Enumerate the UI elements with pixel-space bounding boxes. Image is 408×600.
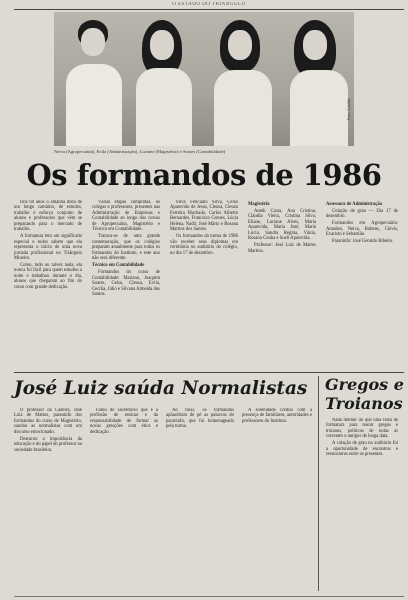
section-rule	[14, 372, 404, 373]
paragraph: A solenidade contou com a presença de familiares, autoridades e professores do Instituto.	[242, 408, 312, 424]
paragraph: Silva Feliciano Silva, Celso Aparecido de Jesus, Cleusa, Cleuza Ferreira Machado, Carlos Alberto Bernardes, Francisco Gomes, Lúcia Helena, Nadir, José Mário e Rosana Martins dos Santos.	[170, 200, 238, 233]
paragraph: Nada melhor do que uma festa de formatura para reunir gregos e troianos, políticos de todas as correntes e amigos de longa data.	[326, 418, 398, 440]
article1-column-2	[92, 200, 160, 368]
main-headline: Os formandos de 1986	[26, 158, 382, 192]
photo-person-4	[284, 18, 350, 146]
header-rule	[14, 9, 404, 10]
paragraph: Como, tudo ou talvez nada, ela nunca foi fácil para quem estudou a noite e trabalhou durante o dia, alunos que chegaram ao fim do curso com grande dedicação.	[14, 262, 82, 290]
graduates-photo	[54, 12, 354, 146]
photo-person-1	[64, 16, 124, 146]
bottom-rule	[14, 596, 404, 597]
paragraph: A colação de grau no auditório foi a oportunidade de encontros e reencontros entre os presentes.	[326, 441, 398, 458]
subheading: Magistério	[248, 202, 270, 207]
article3-column	[326, 418, 398, 594]
subheading: Assessora de Administração	[326, 202, 382, 207]
article2-column-4	[242, 408, 312, 594]
article2-column-2	[90, 408, 158, 594]
paragraph: Tratava-se de uma grande comemoração, que os colégios preparam anualmente para todos os formandos do Instituto, e este ano não será diferente.	[92, 234, 160, 262]
article2-column-1	[14, 408, 82, 594]
paragraph: Professor: José Luiz de Mattos Martins.	[248, 243, 316, 254]
paragraph: Destacou a importância da educação e do papel do professor na sociedade brasileira.	[14, 436, 82, 453]
paragraph: Várias etapas cumpridas, os colegas e professores, presentes nas Administração de Empresas e Contabilidade ao longo dos cursos de Agropecuária, Magistério e Técnico em Contabilidade.	[92, 200, 160, 233]
article1-column-3	[170, 200, 238, 368]
article2-column-3	[166, 408, 234, 594]
paragraph: Colação de grau — Dia 17 de dezembro.	[326, 208, 398, 220]
photo-caption: Neiva (Agropecuária), Evila (Administração), Luciane (Magistério) e Soares (Contabilidade)	[54, 149, 226, 154]
photo-person-3	[210, 16, 274, 146]
paragraph: Falou do sacerdócio que é a profissão de ensinar e da responsabilidade de formar as novas gerações com ética e dedicação.	[90, 408, 158, 435]
photo-person-2	[132, 20, 196, 146]
subheading: Técnico em Contabilidade	[92, 263, 145, 269]
paragraph: Dos 60 anos o amanhã dista de um longo caminho, de estudos, trabalho e esforço conjunto de alunos e professores que vêm se preparando para o mercado de trabalho.	[14, 200, 82, 233]
article1-column-4	[248, 200, 316, 368]
paragraph: Aneth Costa, Ana Cristina, Cláudia Vieira, Cristina Silva, Eliane, Luciane Alves, Maria Aparecida, Maria José, Maria Lúcia, Sandra Regina, Vânia, Rosana Cunha e Sueli Aparecida.	[248, 208, 316, 242]
paragraph: Paraninfo: José Geraldo Ribeiro.	[332, 239, 394, 245]
paragraph: Ao final, os formandos aplaudiram de pé as palavras do paraninfo, que foi homenageado pela turma.	[166, 408, 234, 430]
page-running-header: O ESTADO DO TRIANGULO	[172, 2, 246, 7]
article1-column-5	[326, 200, 398, 368]
third-headline: Gregos e Troianos	[325, 375, 404, 413]
paragraph: Formandos do curso de Contabilidade: Mariano, Joaquim Soares, Celso, Cleusa, Evila, Cecília, Júlio e Silvana Almeida dos Santos.	[92, 270, 160, 298]
article1-column-1	[14, 200, 82, 368]
photo-credit: Foto: Cataldo	[346, 98, 351, 120]
column-divider	[318, 376, 319, 591]
paragraph: A formatura tem um significado especial e todos sabem que ela representa o início de uma nova jornada profissional no Triângulo Mineiro.	[14, 234, 82, 262]
paragraph: Formandos em Agropecuária: Amadeu, Neiva, Rubens, Clóvis, Evaristo e Sebastião.	[326, 221, 398, 238]
paragraph: Os formandos da turma de 1986 vão receber seus diplomas em cerimônia no auditório do colégio, no dia 17 de dezembro.	[170, 234, 238, 256]
second-headline: José Luiz saúda Normalistas	[14, 378, 308, 399]
paragraph: O professor da Cadeira, José Luiz de Mattos, paraninfo dos formandos do curso de Magistério, saudou as normalistas com um discurso emocionado.	[14, 408, 82, 435]
